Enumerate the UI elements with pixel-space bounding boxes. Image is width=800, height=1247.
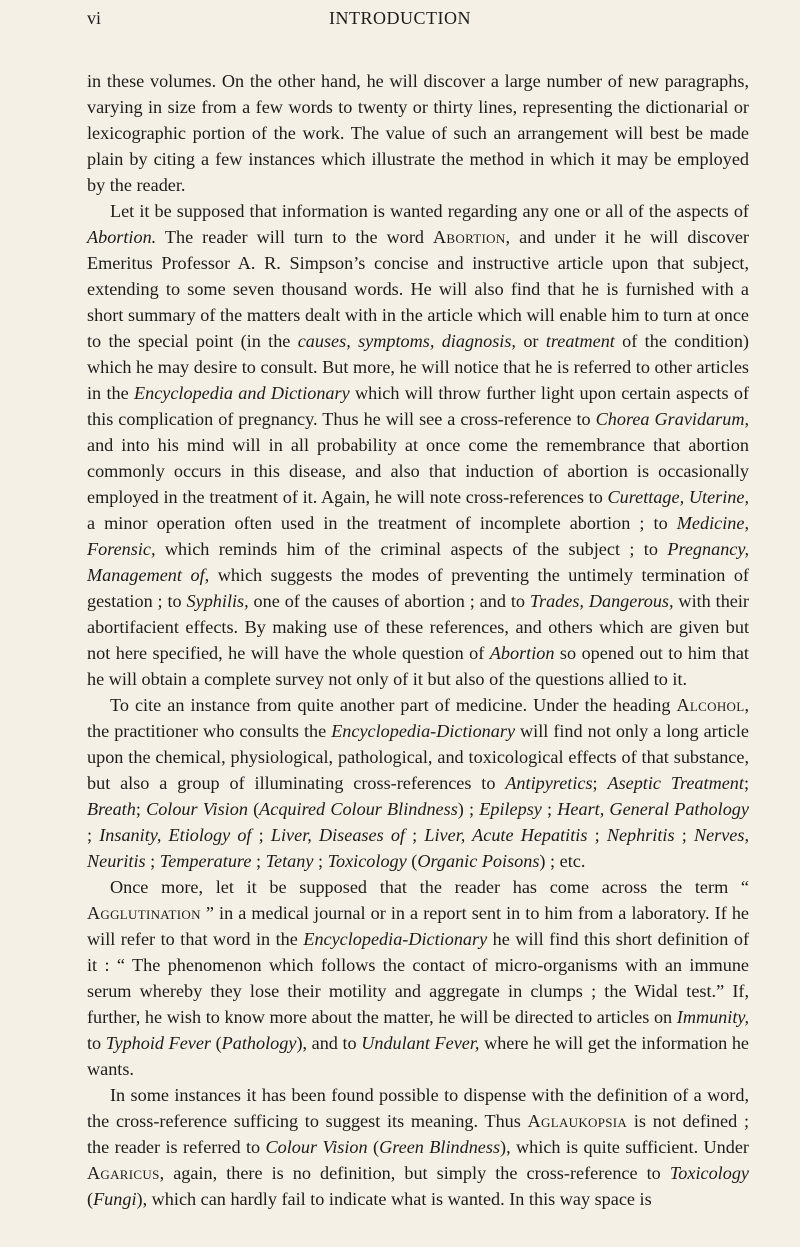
text-run: ( [247, 799, 260, 819]
text-run: , again, there is no definition, but simply the cross-reference to [159, 1163, 670, 1183]
small-caps-run: Agglutination [87, 903, 201, 923]
text-run: Let it be supposed that information is wanted regarding any one or all of the aspects of [110, 201, 749, 221]
text-run: ; [251, 851, 266, 871]
text-run: ; [743, 773, 749, 793]
italic-run: causes, symptoms, diagnosis, [297, 331, 516, 351]
italic-run: Liver, Acute Hepatitis [424, 825, 588, 845]
text-run: of the condition) which he may desire to consult. But more, he will notice that he is referred to other articles in the [87, 331, 749, 403]
text-run: To cite an instance from quite another part of medicine. Under the heading [110, 695, 677, 715]
italic-run: Trades, Dangerous, [529, 591, 674, 611]
small-caps-run: Abortion [433, 227, 506, 247]
italic-run: Epilepsy [479, 799, 542, 819]
italic-run: treatment [545, 331, 615, 351]
text-run: will find not only a long article upon the chemical, physiological, pathological, and toxicological effects of that substance, but also a group of illuminating cross-references to [87, 721, 750, 793]
paragraph [87, 874, 749, 1082]
text-run: ), which is quite sufficient. Under [500, 1137, 749, 1157]
text-run: ( [367, 1137, 380, 1157]
running-title: INTRODUCTION [329, 8, 471, 28]
italic-run: Abortion [489, 643, 555, 663]
italic-run: Abortion. [87, 227, 157, 247]
italic-run: Syphilis, [186, 591, 249, 611]
body-text [87, 68, 749, 1212]
italic-run: Curettage, Uterine, [607, 487, 749, 507]
italic-run: Colour Vision [146, 799, 248, 819]
italic-run: Tetany [265, 851, 314, 871]
small-caps-run: Alcohol [676, 695, 745, 715]
italic-run: Green Blindness [379, 1137, 501, 1157]
text-run: in these volumes. On the other hand, he will discover a large number of new paragraphs, varying in size from a few words to twenty or thirty lines, representing the dictionarial or lexicographic portion of the work. The value of such an arrangement will best be made plain by citing a few instances which illustrate the method in which it may be employed by the reader. [87, 71, 749, 195]
italic-run: Organic Poisons [417, 851, 540, 871]
italic-run: Nerves, Neuritis [87, 825, 749, 871]
italic-run: Colour Vision [265, 1137, 368, 1157]
text-run: which reminds him of the criminal aspects of the subject ; to [155, 539, 668, 559]
small-caps-run: Agaricus [87, 1163, 160, 1183]
italic-run: Undulant Fever, [361, 1033, 480, 1053]
text-run: Once more, let it be supposed that the reader has come across the term “ [110, 877, 749, 897]
text-run: ( [211, 1033, 222, 1053]
text-run: ; [145, 851, 160, 871]
italic-run: Nephritis [606, 825, 675, 845]
text-run: ; [251, 825, 271, 845]
text-run: ) ; [457, 799, 480, 819]
italic-run: Acquired Colour Blindness [259, 799, 458, 819]
italic-run: Immunity, [676, 1007, 749, 1027]
italic-run: Heart, General Pathology [557, 799, 749, 819]
text-run: , and under it he will discover Emeritus Professor A. R. Simpson’s concise and instructive article upon that subject, extending to some seven thousand words. He will also find that he is furnished with a short summary of the matters dealt with in the article which will enable him to turn at once to the special point (in the [87, 227, 749, 351]
text-run: ; [87, 825, 100, 845]
text-run: he will find this short definition of it : “ The phenomenon which follows the contact of micro-organisms with an immune serum whereby they lose their motility and aggregate in clumps ; the Widal test.” If, further, he wish to know more about the matter, he will be directed to articles on [87, 929, 749, 1027]
italic-run: Encyclopedia-Dictionary [331, 721, 516, 741]
text-run: ) ; etc. [539, 851, 586, 871]
text-run: and into his mind will in all probability at once come the remembrance that abortion commonly occurs in this disease, and also that induction of abortion is occasionally employed in the treatment of it. Again, he will note cross-references to [87, 435, 749, 507]
text-run: which will throw further light upon certain aspects of this complication of pregnancy. Thus he will see a cross-reference to [87, 383, 749, 429]
text-run: where he will get the information he wants. [87, 1033, 749, 1079]
text-run: or [515, 331, 546, 351]
text-run: ; [592, 773, 608, 793]
text-run: ), which can hardly fail to indicate what is wanted. In this way space is [136, 1189, 652, 1209]
italic-run: Fungi [93, 1189, 137, 1209]
text-run: which suggests the modes of preventing the untimely termination of gestation ; to [87, 565, 749, 611]
italic-run: Pathology [221, 1033, 297, 1053]
paragraph [87, 68, 749, 198]
text-run: ; [541, 799, 558, 819]
small-caps-run: Aglaukopsia [527, 1111, 628, 1131]
italic-run: Toxicology [669, 1163, 749, 1183]
text-run: The reader will turn to the word [156, 227, 433, 247]
text-run: ; [674, 825, 694, 845]
paragraph [87, 1082, 749, 1212]
text-run: ( [406, 851, 418, 871]
italic-run: Antipyretics [505, 773, 593, 793]
italic-run: Encyclopedia and Dictionary [134, 383, 350, 403]
text-run: ( [87, 1189, 94, 1209]
italic-run: Breath [87, 799, 136, 819]
italic-run: Aseptic Treatment [607, 773, 744, 793]
italic-run: Chorea Gravidarum, [595, 409, 750, 429]
italic-run: Pregnancy, Management of, [87, 539, 749, 585]
text-run: ; [313, 851, 328, 871]
italic-run: Encyclopedia-Dictionary [303, 929, 488, 949]
text-run: ), and to [296, 1033, 362, 1053]
text-run: is not defined ; the reader is referred to [87, 1111, 749, 1157]
text-run: , the practitioner who consults the [87, 695, 749, 741]
text-run: one of the causes of abortion ; and to [248, 591, 530, 611]
paragraph [87, 692, 749, 874]
text-run: to [87, 1033, 106, 1053]
text-run: ” in a medical journal or in a report sent in to him from a laboratory. If he will refer to that word in the [87, 903, 749, 949]
paragraph [87, 198, 749, 692]
italic-run: Typhoid Fever [105, 1033, 212, 1053]
page-number: vi [87, 8, 102, 28]
text-run: a minor operation often used in the treatment of incomplete abortion ; to [87, 513, 677, 533]
page-header [0, 2, 800, 38]
italic-run: Temperature [159, 851, 252, 871]
text-run: In some instances it has been found possible to dispense with the definition of a word, the cross-reference sufficing to suggest its meaning. Thus [87, 1085, 749, 1131]
italic-run: Medicine, Forensic, [87, 513, 749, 559]
italic-run: Toxicology [327, 851, 407, 871]
text-run: with their abortifacient effects. By making use of these references, and others which are given but not here specified, he will have the whole question of [87, 591, 749, 663]
text-run: so opened out to him that he will obtain a complete survey not only of it but also of the questions allied to it. [87, 643, 749, 689]
text-run: ; [135, 799, 147, 819]
text-run: ; [587, 825, 607, 845]
text-run: ; [404, 825, 425, 845]
italic-run: Liver, Diseases of [270, 825, 405, 845]
italic-run: Insanity, Etiology of [99, 825, 252, 845]
